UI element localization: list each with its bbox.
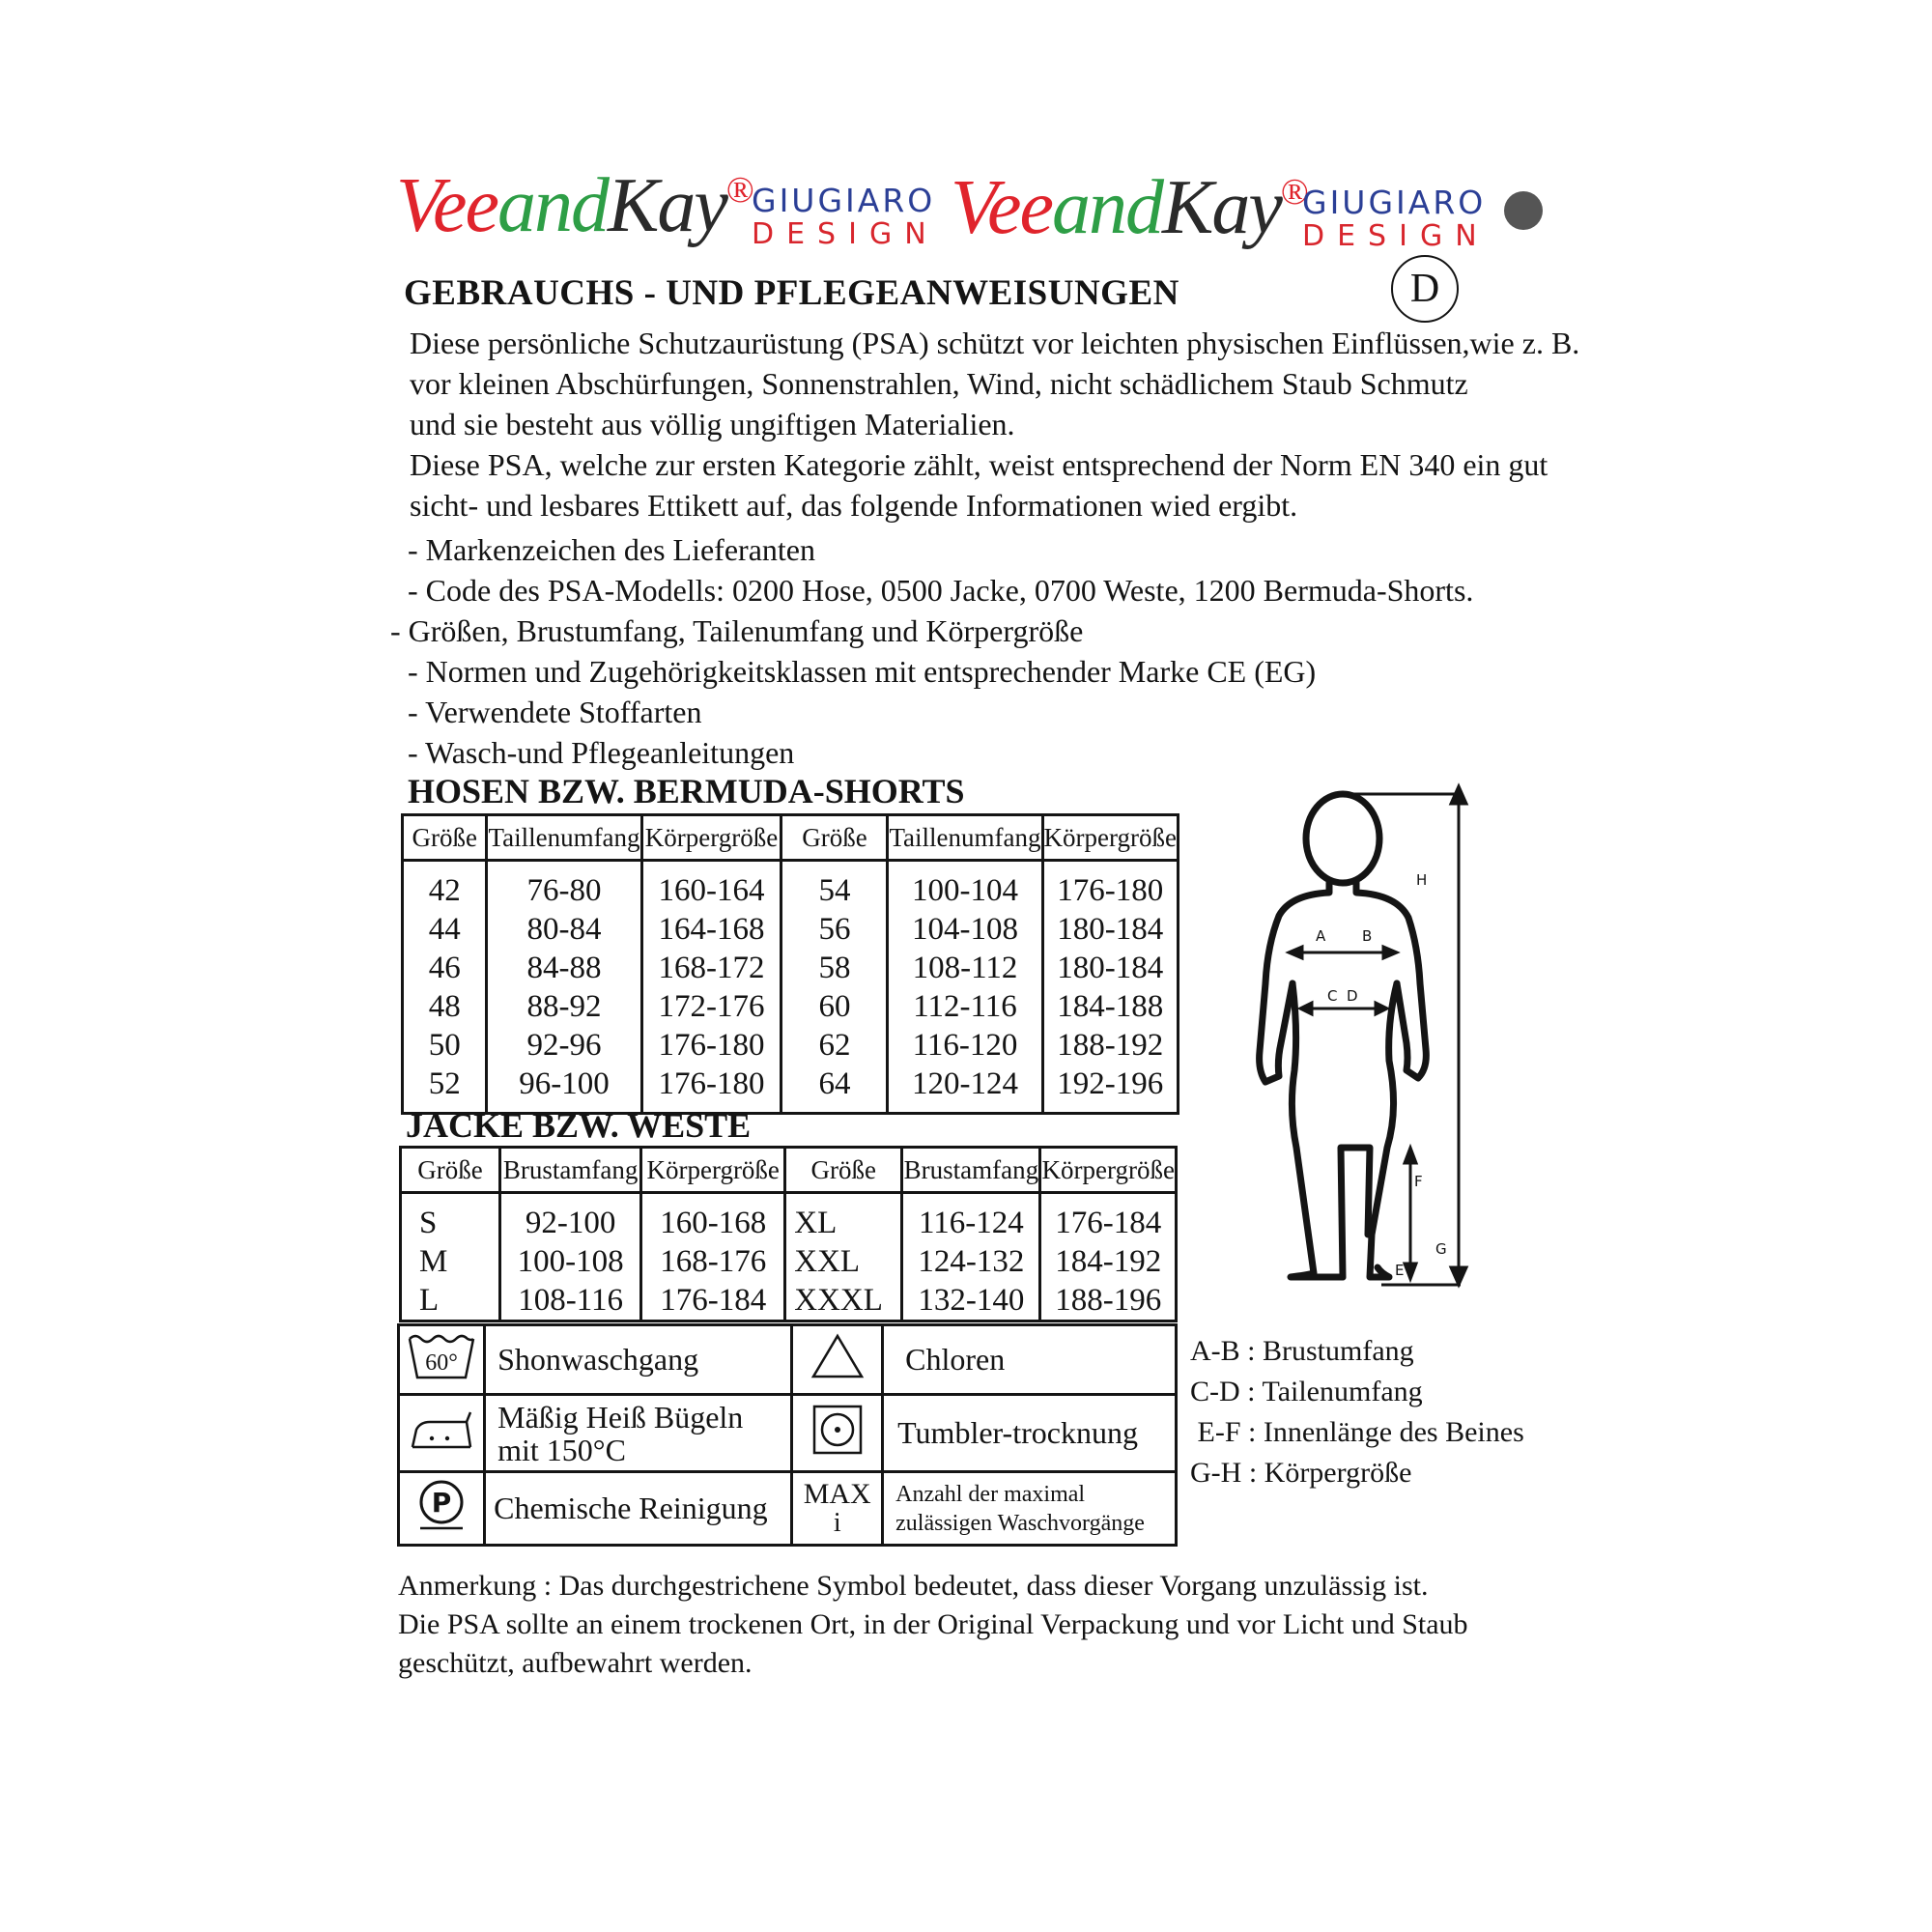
list-item: - Markenzeichen des Lieferanten xyxy=(408,532,815,567)
label-f: F xyxy=(1414,1173,1423,1190)
table-header: Taillenumfang xyxy=(888,815,1042,861)
table-header: Körpergröße xyxy=(1042,815,1178,861)
hosen-section-title: HOSEN BZW. BERMUDA-SHORTS xyxy=(408,772,965,810)
hosen-size-table xyxy=(401,813,1179,1115)
care-symbols-table xyxy=(397,1323,1178,1547)
size-column: XL XXL XXXL xyxy=(785,1193,902,1321)
size-column: 42 44 46 48 50 52 xyxy=(403,861,487,1114)
list-item: - Normen und Zugehörigkeitsklassen mit entsprechender Marke CE (EG) xyxy=(408,654,1317,689)
label-d: D xyxy=(1347,987,1358,1005)
table-header: Größe xyxy=(785,1148,902,1193)
list-item: - Wasch-und Pflegeanleitungen xyxy=(408,735,795,770)
table-header: Taillenumfang xyxy=(487,815,641,861)
max-wash-label: Anzahl der maximal zulässigen Waschvorgänge xyxy=(883,1472,1177,1546)
legend-item: C-D : Tailenumfang xyxy=(1190,1376,1423,1407)
iron-icon xyxy=(399,1395,485,1472)
wash-tub-icon xyxy=(406,1329,477,1383)
note-paragraph: Anmerkung : Das durchgestrichene Symbol bedeutet, dass dieser Vorgang unzulässig ist. Die PSA sollte an einem trockenen Ort, in der Original Verpackung und vor Licht und Staub geschützt, aufbewahrt werden. xyxy=(398,1570,1468,1679)
svg-text:P: P xyxy=(431,1486,452,1519)
table-header: Körpergröße xyxy=(641,815,781,861)
body-measurement-figure xyxy=(1236,781,1478,1293)
jacke-size-table xyxy=(399,1146,1178,1322)
waist-column: 100-104 104-108 108-112 112-116 116-120 120-124 xyxy=(888,861,1042,1114)
label-g: G xyxy=(1435,1240,1447,1258)
iron-label: Mäßig Heiß Bügeln mit 150°C xyxy=(485,1395,792,1472)
page-title: GEBRAUCHS - UND PFLEGEANWEISUNGEN xyxy=(404,273,1179,313)
measurement-legend xyxy=(1190,1331,1524,1493)
giugiaro-design-logo-2: GIUGIARO DESIGN xyxy=(1302,184,1490,253)
chest-column: 116-124 124-132 132-140 xyxy=(902,1193,1040,1321)
dry-clean-label: Chemische Reinigung xyxy=(485,1472,792,1546)
chlorine-triangle-icon xyxy=(792,1325,883,1395)
height-column: 160-164 164-168 168-172 172-176 176-180 176-180 xyxy=(641,861,781,1114)
table-header: Brustamfang xyxy=(500,1148,641,1193)
label-b: B xyxy=(1362,927,1373,945)
height-column: 160-168 168-176 176-184 xyxy=(641,1193,785,1321)
waist-column: 76-80 80-84 84-88 88-92 92-96 96-100 xyxy=(487,861,641,1114)
max-wash-count: MAX i xyxy=(792,1472,883,1546)
legend-item: E-F : Innenlänge des Beines xyxy=(1190,1416,1524,1448)
tumble-dry-icon xyxy=(792,1395,883,1472)
jacke-section-title: JACKE BZW. WESTE xyxy=(406,1106,752,1145)
height-column: 176-184 184-192 188-196 xyxy=(1040,1193,1177,1321)
table-header: Größe xyxy=(403,815,487,861)
language-badge: D xyxy=(1391,255,1459,323)
legend-item: A-B : Brustumfang xyxy=(1190,1335,1414,1367)
table-header: Brustamfang xyxy=(902,1148,1040,1193)
height-column: 176-180 180-184 180-184 184-188 188-192 192-196 xyxy=(1042,861,1178,1114)
label-e: E xyxy=(1395,1262,1405,1279)
table-header: Größe xyxy=(401,1148,500,1193)
label-a: A xyxy=(1316,927,1326,945)
info-list xyxy=(390,529,1474,773)
dry-clean-p-icon xyxy=(399,1472,485,1546)
list-item: - Code des PSA-Modells: 0200 Hose, 0500 Jacke, 0700 Weste, 1200 Bermuda-Shorts. xyxy=(408,573,1474,608)
list-item: - Größen, Brustumfang, Tailenumfang und Körpergröße xyxy=(390,613,1084,648)
table-header: Größe xyxy=(781,815,888,861)
size-column: 54 56 58 60 62 64 xyxy=(781,861,888,1114)
size-column: S M L xyxy=(401,1193,500,1321)
table-header: Körpergröße xyxy=(641,1148,785,1193)
table-header: Körpergröße xyxy=(1040,1148,1177,1193)
giugiaro-design-logo-1: GIUGIARO DESIGN xyxy=(752,182,939,251)
chest-column: 92-100 100-108 108-116 xyxy=(500,1193,641,1321)
label-h: H xyxy=(1416,871,1428,889)
tumble-label: Tumbler-trocknung xyxy=(883,1395,1177,1472)
wash-label: Shonwaschgang xyxy=(485,1325,792,1395)
intro-paragraph: Diese persönliche Schutzaurüstung (PSA) schützt vor leichten physischen Einflüssen,wie z. B. vor kleinen Abschürfungen, Sonnenstrahlen, Wind, nicht schädlichem Staub Schmutz und sie besteht aus völlig ungiftigen Materialien. Diese PSA, welche zur ersten Kategorie zählt, weist entsprechend der Norm EN 340 ein gut sicht- und lesbares Ettikett auf, das folgende Informationen wied ergibt. xyxy=(410,326,1580,523)
svg-text:60°: 60° xyxy=(425,1350,458,1376)
list-item: - Verwendete Stoffarten xyxy=(408,695,702,729)
vee-and-kay-logo-2: VeeandKay® xyxy=(951,165,1307,250)
label-c: C xyxy=(1327,987,1338,1005)
vee-and-kay-logo-1: VeeandKay® xyxy=(396,163,753,248)
legend-item: G-H : Körpergröße xyxy=(1190,1457,1412,1489)
wash-60-icon xyxy=(399,1325,485,1395)
punch-hole xyxy=(1504,191,1543,230)
chlorine-label: Chloren xyxy=(883,1325,1177,1395)
